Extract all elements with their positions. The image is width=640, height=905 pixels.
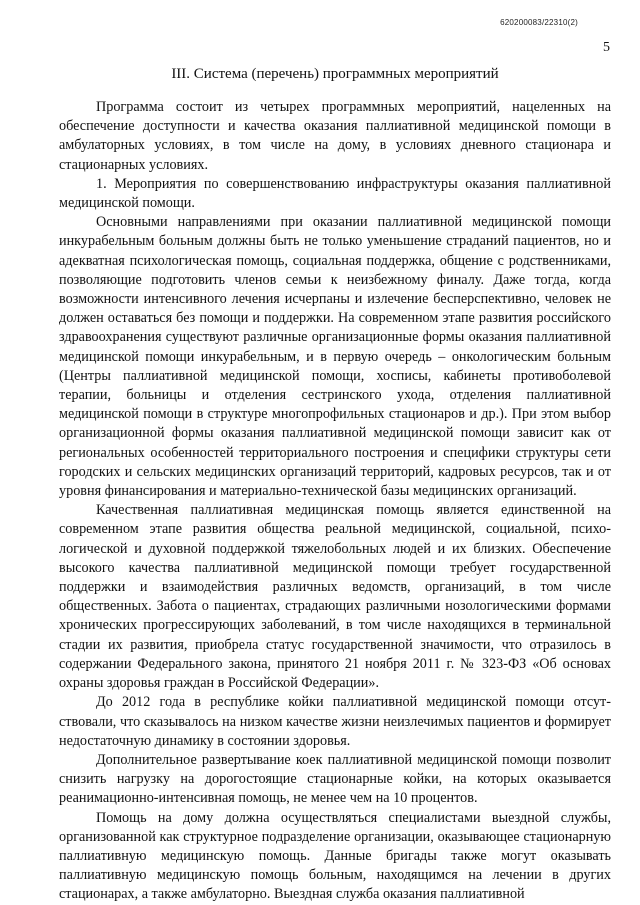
paragraph-quality-care: Качественная паллиативная медицинская помощь является единственной на современном этапе развития общества реальной медицинской, социальной, психологической и духовной поддержкой тяжелобольных людей и их близких. Обеспечение высокого качества паллиативной медицинской помощи требует государственной поддержки и взаимодействия различных ведомств, организаций, в том числе общественных. Забота о пациентах, страдающих различными нозологическими формами хронических прогрессирующих заболеваний, в том числе находящихся в терминальной стадии их развития, приобрела статус государственной значимости, что отразилось в содержании Федерального закона, принятого 21 ноября 2011 г. № 323-ФЗ «Об основах охраны здоровья граждан в Российской Федерации». — [59, 502, 611, 692]
page-content — [59, 64, 611, 905]
document-code: 620200083/22310(2) — [500, 18, 578, 27]
page-number: 5 — [603, 40, 610, 55]
paragraph-program-overview: Программа состоит из четырех программных мероприятий, нацеленных на обеспечение доступности и качества оказания паллиативной медицинской помощи в амбулаторных условиях, в том числе на дому, в условиях дневного стационара и стационарных условиях. — [59, 99, 611, 173]
paragraph-home-care: Помощь на дому должна осуществляться специалистами выездной службы, организованной как структурное подразделение организации, оказывающее стационарную паллиативную медицинскую помощь. Данные бригады также могут оказывать паллиативную медицинскую помощь больным, находящимся на лечении в других стационарах, а также амбулаторно. Выездная служба оказания паллиативной — [59, 809, 611, 903]
paragraph-measure-1: 1. Мероприятия по совершенствованию инфраструктуры оказания паллиативной медицинской помощи. — [59, 175, 611, 212]
paragraph-main-directions: Основными направлениями при оказании паллиативной медицинской помощи инкурабельным больным должны быть не только уменьшение страданий пациентов, но и адекватная психологическая помощь, социальная поддержка, общение с родственниками, позволяющие подготовить членов семьи к неизбежному финалу. Даже тогда, когда возможности интенсивного лечения исчерпаны и излечение бесперспективно, человек не должен оставаться без помощи и поддержки. На современном этапе развития российского здравоохранения существуют различные организационные формы оказания паллиативной медицинской помощи инкурабельным, и в первую очередь – онкологическим больным (Центры паллиативной медицинской помощи, хосписы, кабинеты противоболевой терапии, больницы и отделения сестринского ухода, отделения паллиативной медицинской помощи в структуре многопрофильных стационаров и др.). При этом выбор организационной формы оказания паллиативной медицинской помощи зависит как от региональных особенностей территориального построения и специфики структуры сети городских и сельских медицинских организаций территорий, кадровых ресурсов, так и от уровня финансирования и материально-технической базы медицинских организаций. — [59, 214, 611, 500]
paragraph-before-2012: До 2012 года в республике койки паллиативной медицинской помощи отсутствовали, что сказывалось на низком качестве жизни неизлечимых пациентов и формирует недостаточную динамику в состоянии здоровья. — [59, 694, 611, 749]
paragraph-additional-beds: Дополнительное развертывание коек паллиативной медицинской помощи позволит снизить нагрузку на дорогостоящие стационарные койки, на которых оказывается реанимационно-интенсивная помощь, не менее чем на 10 процентов. — [59, 751, 611, 807]
section-title: III. Система (перечень) программных мероприятий — [171, 66, 499, 82]
